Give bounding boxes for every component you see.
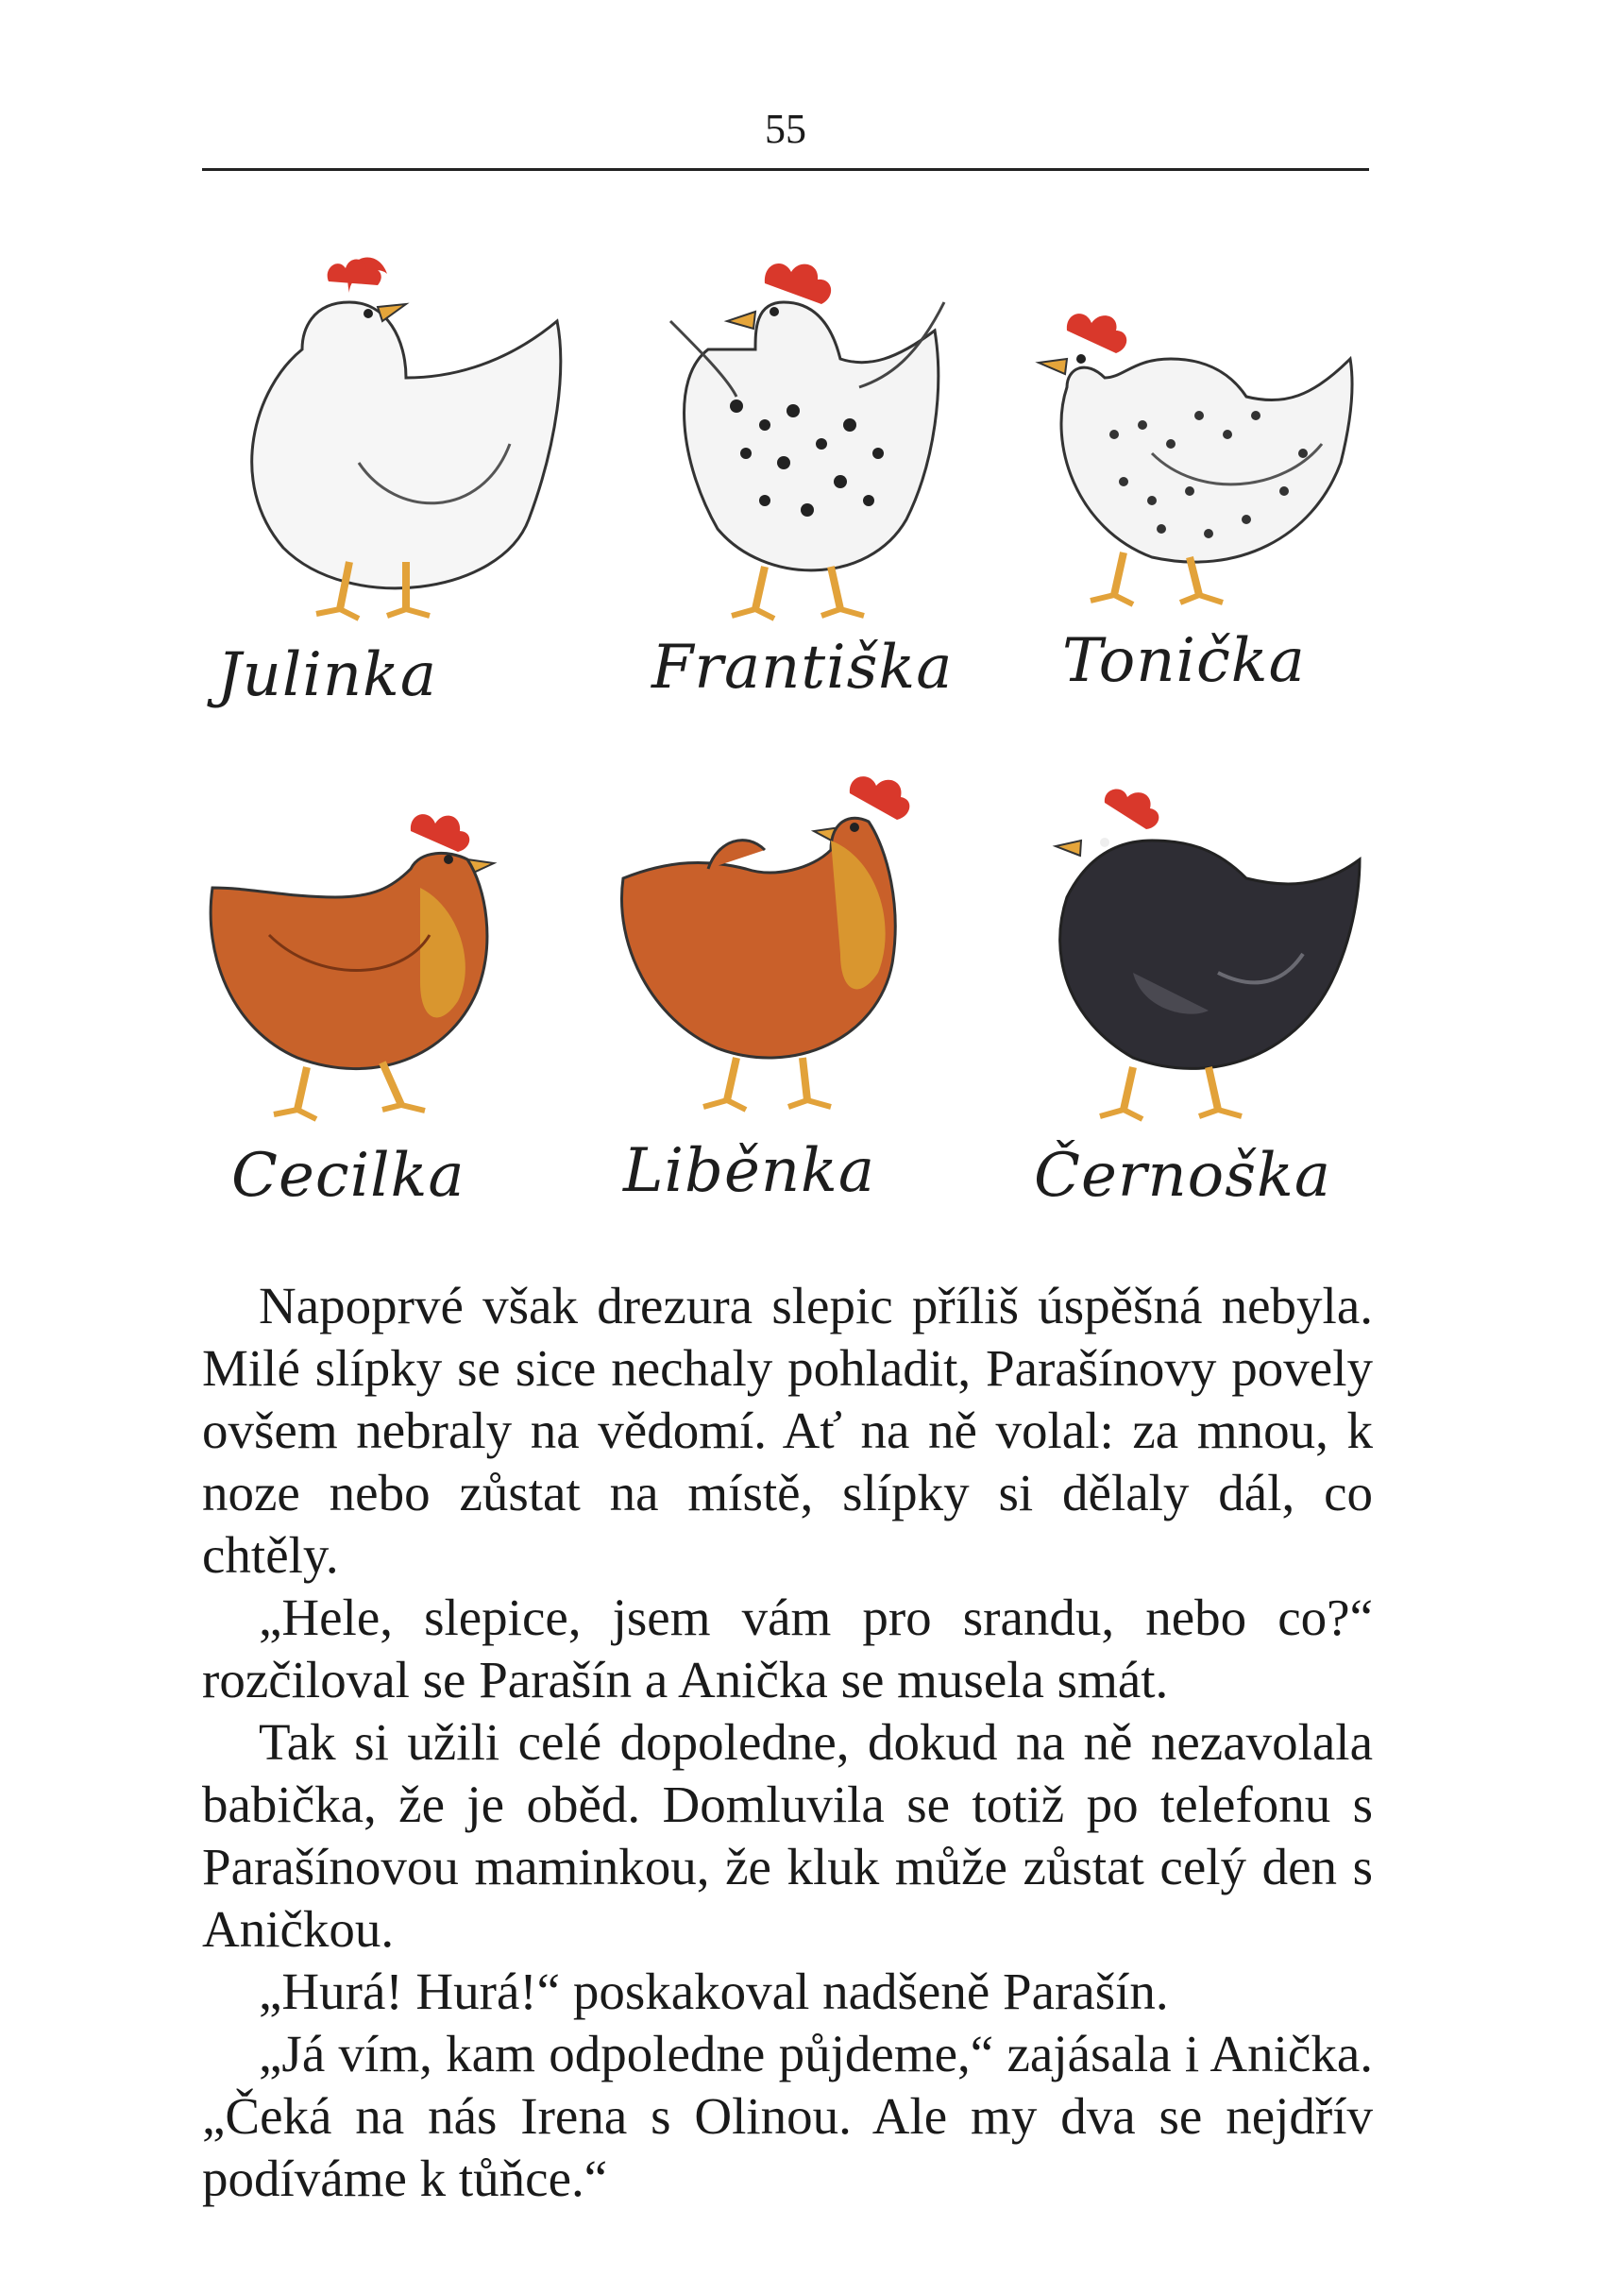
hen-frantiska bbox=[651, 246, 973, 623]
body-text bbox=[202, 1275, 1373, 2210]
hen-illustration bbox=[1010, 302, 1369, 623]
hen-julinka bbox=[217, 236, 576, 633]
hen-illustration bbox=[1029, 784, 1379, 1143]
hen-tonicka bbox=[1010, 302, 1369, 623]
hen-illustration bbox=[651, 246, 973, 623]
hen-name-frantiska: Františka bbox=[651, 633, 954, 703]
header-rule bbox=[202, 168, 1369, 171]
hen-name-cernoska: Černoška bbox=[1034, 1141, 1331, 1211]
hen-illustration bbox=[604, 765, 925, 1124]
paragraph: „Hele, slepice, jsem vám pro srandu, nebo co?“ rozčiloval se Parašín a Anička se musela smát. bbox=[202, 1589, 1373, 1708]
hen-name-tonicka: Tonička bbox=[1062, 626, 1306, 696]
paragraph: „Hurá! Hurá!“ poskakoval nadšeně Parašín. bbox=[259, 1963, 1169, 2020]
hen-libenka bbox=[604, 765, 925, 1124]
hen-cecilka bbox=[194, 793, 515, 1133]
hen-name-libenka: Liběnka bbox=[623, 1136, 875, 1206]
hen-illustration bbox=[217, 236, 576, 633]
paragraph: Napoprvé však drezura slepic příliš úspěšná nebyla. Milé slípky se sice nechaly pohladit, Parašínovy povely ovšem nebraly na vědomí. Ať na ně volal: za mnou, k noze nebo zůstat na místě, slípky si dělaly dál, co chtěly. bbox=[202, 1277, 1373, 1584]
hen-illustration bbox=[194, 793, 515, 1133]
page-number: 55 bbox=[765, 106, 806, 152]
hen-cernoska bbox=[1029, 784, 1379, 1143]
hen-name-cecilka: Cecilka bbox=[231, 1141, 465, 1211]
paragraph: „Já vím, kam odpoledne půjdeme,“ zajásala i Anička. „Čeká na nás Irena s Olinou. Ale my dva se nejdřív podíváme k tůňce.“ bbox=[202, 2025, 1373, 2207]
hen-name-julinka: Julinka bbox=[217, 640, 437, 710]
paragraph: Tak si užili celé dopoledne, dokud na ně nezavolala babička, že je oběd. Domluvila se totiž po telefonu s Parašínovou maminkou, že kluk může zůstat celý den s Aničkou. bbox=[202, 1713, 1373, 1958]
